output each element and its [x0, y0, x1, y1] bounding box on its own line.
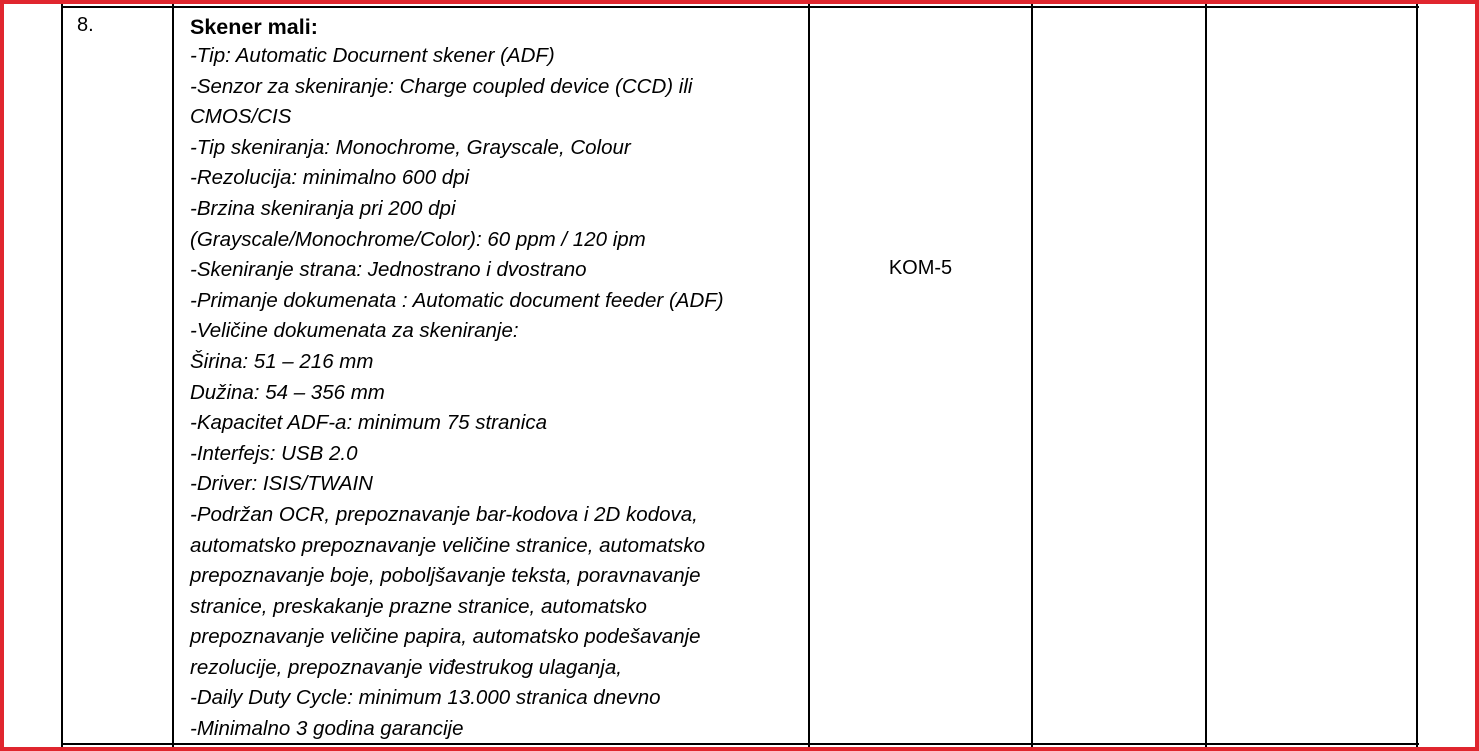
spec-line: -Skeniranje strana: Jednostrano i dvostrano [190, 258, 587, 282]
col-divider-2 [172, 0, 174, 751]
spec-line: rezolucije, prepoznavanje viđestrukog ulaganja, [190, 655, 622, 679]
col-divider-4 [1031, 0, 1033, 751]
spec-line: -Minimalno 3 godina garancije [190, 717, 464, 741]
unit-quantity: KOM-5 [888, 257, 953, 279]
spec-line: stranice, preskakanje prazne stranice, automatsko [190, 594, 647, 618]
spec-line: -Brzina skeniranja pri 200 dpi [190, 196, 456, 220]
spec-line: -Tip skeniranja: Monochrome, Grayscale, Colour [190, 135, 631, 159]
spec-line: Dužina: 54 – 356 mm [190, 380, 385, 404]
col-divider-1 [61, 0, 63, 751]
col-divider-6 [1416, 0, 1418, 751]
spec-line: (Grayscale/Monochrome/Color): 60 ppm / 120 ipm [190, 227, 646, 251]
spec-line: -Podržan OCR, prepoznavanje bar-kodova i 2D kodova, [190, 502, 698, 526]
spec-line: Širina: 51 – 216 mm [190, 349, 374, 373]
col-divider-5 [1205, 0, 1207, 751]
item-description [190, 13, 805, 745]
col-divider-3 [808, 0, 810, 751]
spec-line: prepoznavanje boje, poboljšavanje teksta, poravnavanje [190, 564, 701, 588]
row-top-border [62, 6, 1419, 8]
spec-line: -Kapacitet ADF-a: minimum 75 stranica [190, 411, 547, 435]
spec-line: -Interfejs: USB 2.0 [190, 441, 358, 465]
spec-line: -Senzor za skeniranje: Charge coupled device (CCD) ili [190, 74, 693, 98]
spec-line: automatsko prepoznavanje veličine stranice, automatsko [190, 533, 706, 557]
item-title: Skener mali: [190, 15, 318, 39]
spec-line: -Veličine dokumenata za skeniranje: [190, 319, 519, 343]
spec-line: -Rezolucija: minimalno 600 dpi [190, 166, 470, 190]
row-number: 8. [77, 14, 94, 36]
spec-line: -Tip: Automatic Docurnent skener (ADF) [190, 44, 555, 67]
spec-line: prepoznavanje veličine papira, automatsko podešavanje [190, 625, 701, 649]
spec-line: -Driver: ISIS/TWAIN [190, 472, 373, 496]
spec-line: CMOS/CIS [190, 105, 292, 129]
spec-line: -Primanje dokumenata : Automatic document feeder (ADF) [190, 288, 724, 312]
spec-line: -Daily Duty Cycle: minimum 13.000 stranica dnevno [190, 686, 661, 710]
